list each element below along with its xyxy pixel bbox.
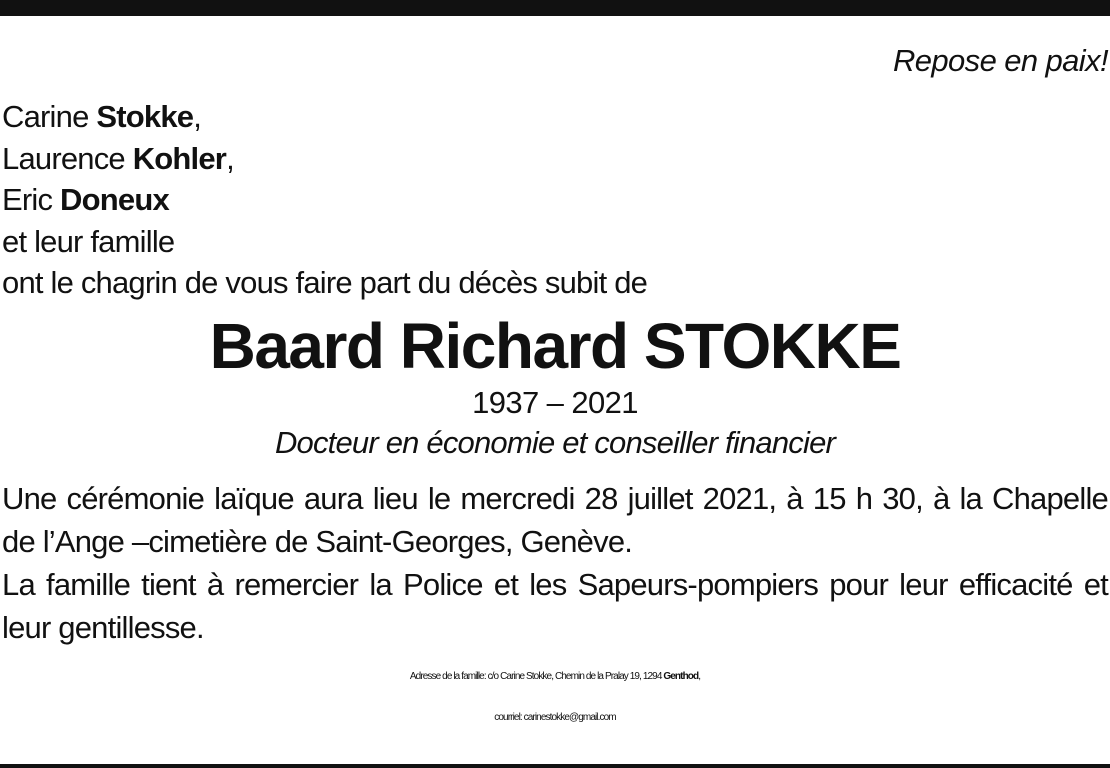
deceased-name: Baard Richard STOKKE (209, 310, 901, 382)
ceremony-paragraph: Une cérémonie laïque aura lieu le mercredi 28 juillet 2021, à 15 h 30, à la Chapelle de l’Ange –cimetière de Saint-Georges, Genève. (2, 481, 1108, 559)
deceased-profession: Docteur en économie et conseiller financier (274, 425, 836, 460)
address-line (0, 656, 1110, 697)
mourner-line (2, 96, 647, 138)
mourner-last-name: Stokke (96, 99, 194, 134)
notice-body (2, 477, 1108, 649)
mourner-separator: , (193, 99, 202, 134)
thanks-paragraph: La famille tient à remercier la Police et les Sapeurs-pompiers pour leur efficacité et leur gentillesse. (2, 567, 1108, 645)
epigraph: Repose en paix! (892, 43, 1108, 78)
life-years: 1937 – 2021 (472, 385, 638, 420)
mourners-block (2, 96, 647, 304)
announcement-line: ont le chagrin de vous faire part du décès subit de (2, 265, 648, 300)
family-address (0, 656, 1110, 738)
mourner-first-name: Carine (2, 99, 97, 134)
address-separator: , (698, 671, 701, 682)
email-line: courriel: carinestokke@gmail.com (494, 712, 616, 723)
address-city: Genthod (663, 671, 699, 682)
mourner-line (2, 138, 647, 180)
bottom-border (0, 764, 1110, 768)
mourner-first-name: Eric (2, 182, 61, 217)
address-text: Adresse de la famille: c/o Carine Stokke, Chemin de la Pralay 19, 1294 (409, 671, 664, 682)
mourner-line (2, 179, 647, 221)
mourner-separator: , (226, 140, 234, 176)
family-line: et leur famille (2, 223, 175, 259)
mourner-last-name: Doneux (60, 182, 169, 217)
mourner-last-name: Kohler (132, 140, 227, 176)
mourner-first-name: Laurence (2, 140, 133, 176)
